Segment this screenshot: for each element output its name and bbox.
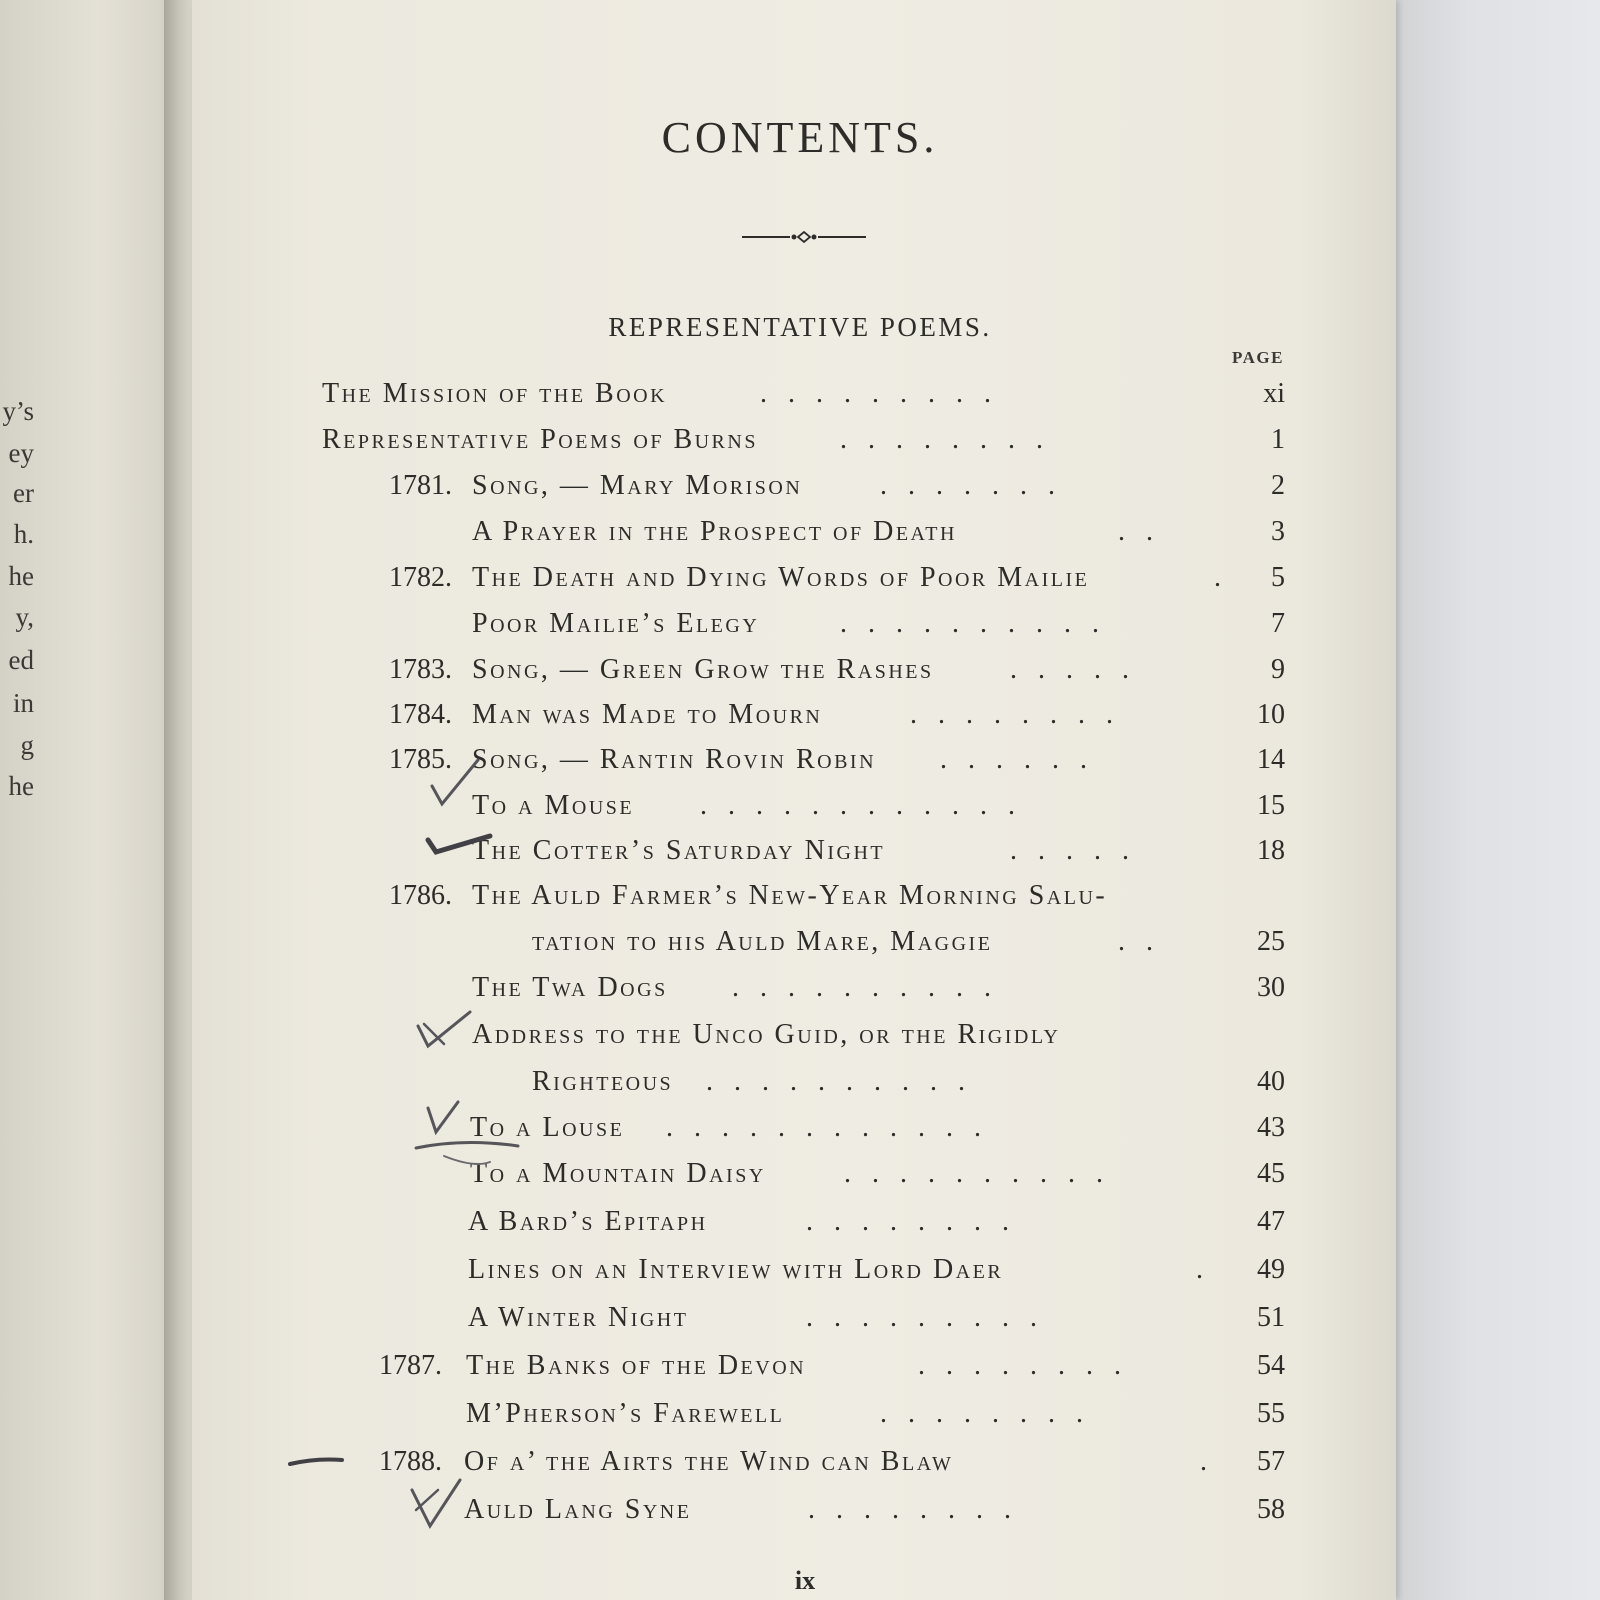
toc-leader-dots: ..: [1118, 516, 1174, 547]
toc-leader-dots: .....: [1010, 835, 1150, 866]
toc-entry-page: 14: [1257, 744, 1285, 775]
toc-entry-page: 7: [1271, 608, 1285, 639]
facing-page-text-fragment: ed: [8, 645, 34, 675]
toc-leader-dots: ........: [806, 1206, 1030, 1237]
toc-entry-year: 1786.: [389, 880, 452, 911]
toc-entry-page: 2: [1271, 470, 1285, 501]
toc-leader-dots: .....: [1010, 654, 1150, 685]
toc-entry-year: 1787.: [379, 1350, 442, 1381]
toc-entry-page: 3: [1271, 516, 1285, 547]
toc-entry-year: 1782.: [389, 562, 452, 593]
toc-entry-page: 58: [1257, 1494, 1285, 1525]
toc-leader-dots: ........: [808, 1494, 1032, 1525]
toc-entry-title: Of a’ the Airts the Wind can Blaw: [464, 1446, 954, 1477]
toc-entry-page: 40: [1257, 1066, 1285, 1097]
toc-entry-page: 45: [1257, 1158, 1285, 1189]
toc-entry-page: 47: [1257, 1206, 1285, 1237]
toc-entry-year: 1785.: [389, 744, 452, 775]
toc-leader-dots: ........: [840, 424, 1064, 455]
toc-entry-title: To a Louse: [470, 1112, 625, 1143]
checkmark-icon: [404, 1476, 464, 1530]
toc-leader-dots: .........: [806, 1302, 1058, 1333]
toc-leader-dots: .: [1196, 1254, 1224, 1285]
page-column-label: PAGE: [1232, 348, 1284, 367]
checkmark-icon: [424, 826, 494, 866]
toc-entry-year: 1783.: [389, 654, 452, 685]
toc-entry-page: 1: [1271, 424, 1285, 455]
toc-entry-title: Song, — Green Grow the Rashes: [472, 654, 934, 685]
toc-leader-dots: ..........: [844, 1158, 1124, 1189]
facing-page-text-fragment: g: [20, 730, 34, 760]
toc-entry-page: 5: [1271, 562, 1285, 593]
toc-entry-title: tation to his Auld Mare, Maggie: [532, 926, 993, 957]
toc-entry-title: The Twa Dogs: [472, 972, 668, 1003]
toc-entry-year: 1788.: [379, 1446, 442, 1477]
toc-entry-title: Representative Poems of Burns: [322, 424, 758, 455]
toc-entry-page: 51: [1257, 1302, 1285, 1333]
page-title: CONTENTS.: [661, 113, 939, 162]
toc-entry-page: xi: [1263, 378, 1285, 409]
pointer-arrow-icon: [286, 1448, 346, 1472]
toc-leader-dots: ..........: [840, 608, 1120, 639]
toc-entry-title: The Banks of the Devon: [466, 1350, 807, 1381]
toc-leader-dots: ............: [666, 1112, 1002, 1143]
toc-leader-dots: ......: [940, 744, 1108, 775]
toc-leader-dots: ..........: [706, 1066, 986, 1097]
facing-page-text-fragment: y’s: [2, 396, 34, 426]
toc-entry-page: 54: [1257, 1350, 1285, 1381]
ornament-divider: [742, 228, 866, 246]
checkmark-icon: [426, 756, 486, 816]
toc-leader-dots: ........: [918, 1350, 1142, 1381]
toc-entry-page: 15: [1257, 790, 1285, 821]
section-title: REPRESENTATIVE POEMS.: [608, 312, 992, 342]
toc-entry-title: A Winter Night: [468, 1302, 689, 1333]
toc-entry-page: 30: [1257, 972, 1285, 1003]
checkmark-icon: [414, 1008, 474, 1052]
toc-entry-page: 10: [1257, 699, 1285, 730]
toc-entry-year: 1784.: [389, 699, 452, 730]
toc-entry-page: 57: [1257, 1446, 1285, 1477]
toc-entry-title: Man was Made to Mourn: [472, 699, 823, 730]
toc-entry-title: The Death and Dying Words of Poor Mailie: [472, 562, 1090, 593]
toc-leader-dots: .......: [880, 470, 1076, 501]
toc-entry-page: 43: [1257, 1112, 1285, 1143]
toc-leader-dots: .: [1200, 1446, 1228, 1477]
toc-entry-title: To a Mouse: [472, 790, 635, 821]
facing-page-text-fragment: y,: [15, 602, 34, 632]
toc-entry-title: Righteous: [532, 1066, 674, 1097]
page-number-folio: ix: [794, 1566, 816, 1595]
toc-entry-page: 18: [1257, 835, 1285, 866]
toc-leader-dots: ..: [1118, 926, 1174, 957]
toc-leader-dots: ........: [910, 699, 1134, 730]
toc-entry-title: Song, — Mary Morison: [472, 470, 803, 501]
toc-entry-title: A Prayer in the Prospect of Death: [472, 516, 957, 547]
toc-entry-title: Lines on an Interview with Lord Daer: [468, 1254, 1004, 1285]
toc-entry-title: M’Pherson’s Farewell: [466, 1398, 785, 1429]
toc-entry-page: 9: [1271, 654, 1285, 685]
toc-entry-title: Address to the Unco Guid, or the Rigidly: [472, 1019, 1061, 1050]
toc-leader-dots: ........: [880, 1398, 1104, 1429]
facing-page-text-fragment: he: [8, 561, 34, 591]
toc-entry-title: To a Mountain Daisy: [470, 1158, 766, 1189]
toc-entry-year: 1781.: [389, 470, 452, 501]
toc-entry-title: A Bard’s Epitaph: [468, 1206, 708, 1237]
table-surface: [1380, 0, 1600, 1600]
toc-entry-title: Poor Mailie’s Elegy: [472, 608, 760, 639]
toc-entry-title: The Mission of the Book: [322, 378, 668, 409]
toc-entry-page: 49: [1257, 1254, 1285, 1285]
toc-entry-page: 55: [1257, 1398, 1285, 1429]
facing-page-text-fragment: he: [8, 771, 34, 801]
facing-page-text-fragment: in: [12, 688, 34, 718]
toc-entry-title: Song, — Rantin Rovin Robin: [472, 744, 877, 775]
facing-page-text-fragment: h.: [13, 519, 34, 549]
toc-leader-dots: .........: [760, 378, 1012, 409]
toc-entry-page: 25: [1257, 926, 1285, 957]
checkmark-icon: [414, 1098, 524, 1168]
toc-leader-dots: ..........: [732, 972, 1012, 1003]
toc-leader-dots: ............: [700, 790, 1036, 821]
toc-leader-dots: .: [1214, 562, 1242, 593]
toc-entry-title: Auld Lang Syne: [464, 1494, 692, 1525]
facing-page: [0, 0, 180, 1600]
facing-page-text-fragment: er: [13, 478, 34, 508]
toc-entry-title: The Auld Farmer’s New-Year Morning Salu-: [472, 880, 1108, 911]
facing-page-text-fragment: ey: [8, 438, 34, 468]
toc-entry-title: The Cotter’s Saturday Night: [472, 835, 886, 866]
